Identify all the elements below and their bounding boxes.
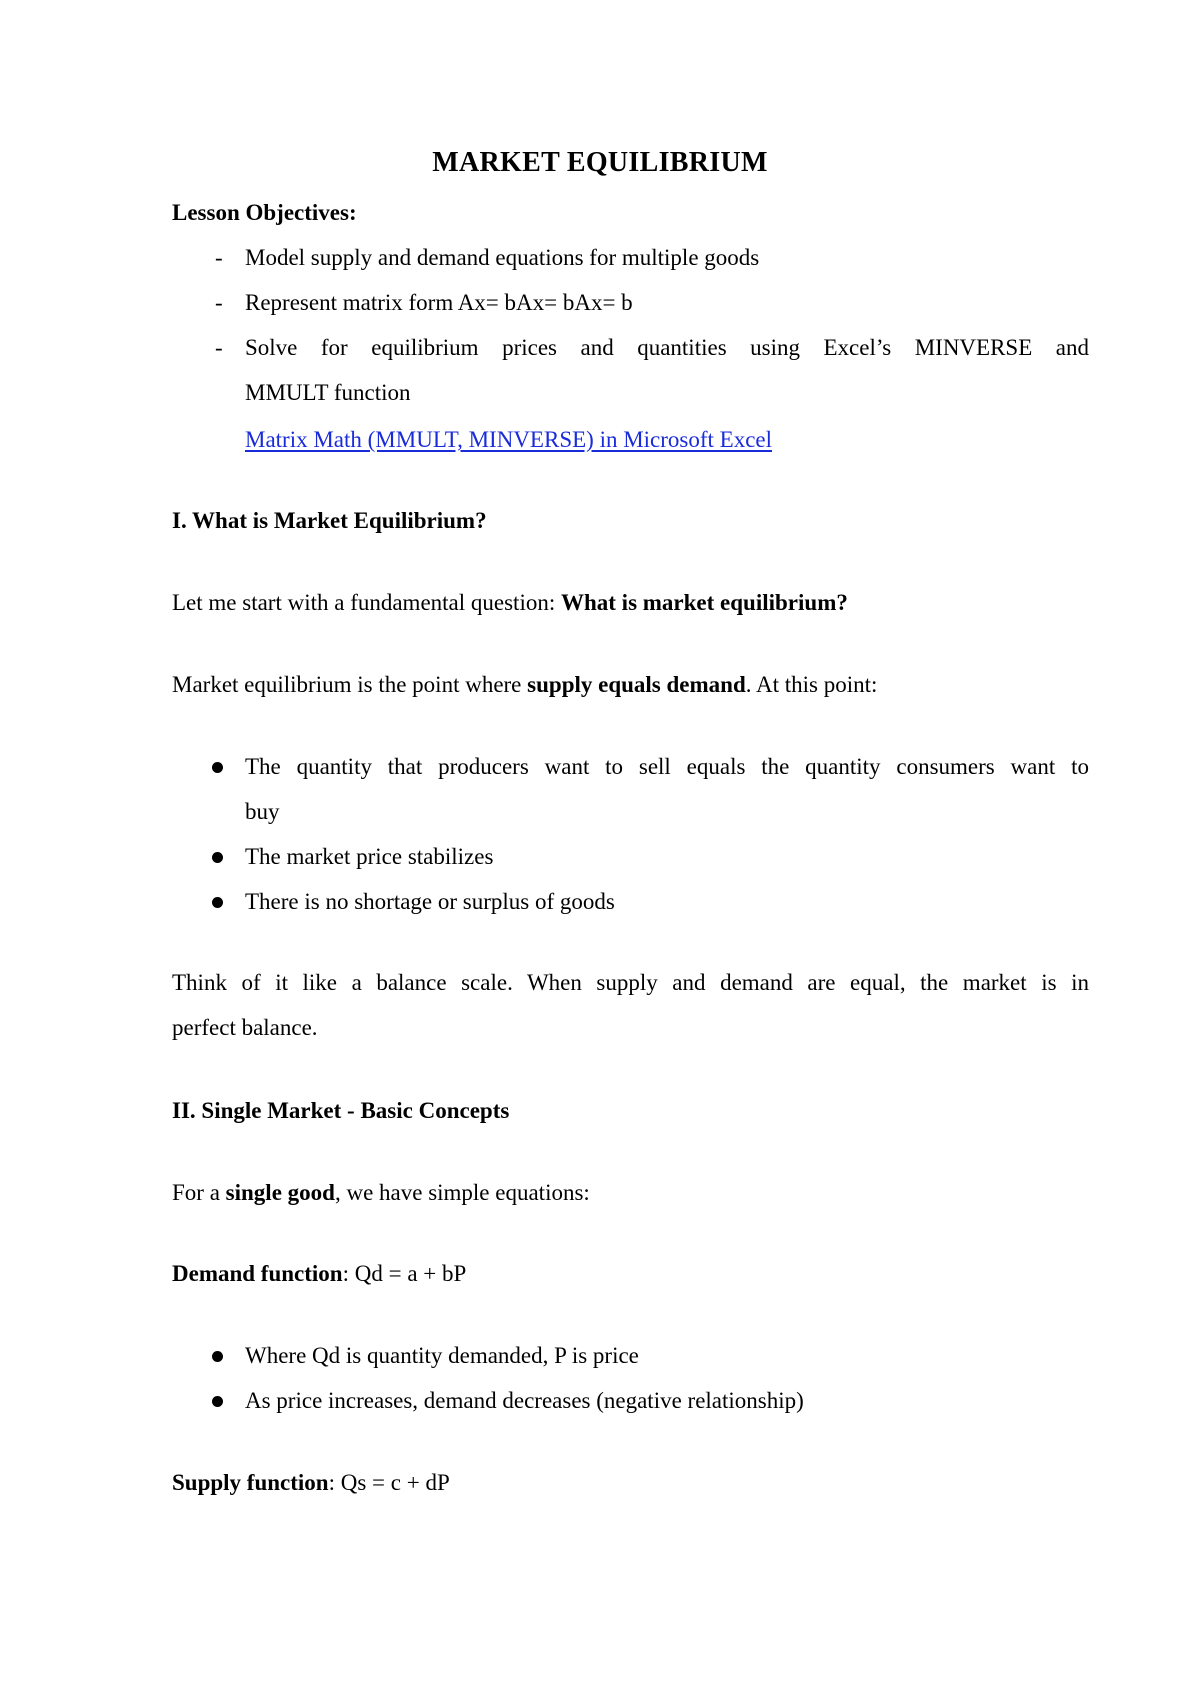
intro-suffix: , we have simple equations: [334,1180,590,1205]
objective-item: Represent matrix form Ax= bAx= bAx= b [245,290,633,315]
bullet-item-continued: buy [245,799,280,824]
list-dash: - [215,335,223,360]
demand-function-line [172,1259,466,1289]
page-title: MARKET EQUILIBRIUM [432,147,768,178]
objective-item-continued: MMULT function [245,380,411,405]
scale-paragraph-continued: perfect balance. [172,1015,318,1040]
single-good-paragraph [172,1178,590,1208]
demand-function-label: Demand function [172,1261,343,1286]
supply-function-equation: : Qs = c + dP [328,1470,450,1495]
bullet-item: The quantity that producers want to sell equals the quantity consumers want to [245,754,1089,779]
intro-emphasis: single good [225,1180,335,1205]
objective-item: Model supply and demand equations for multiple goods [245,245,760,270]
bullet-dot [212,762,223,773]
list-dash: - [215,245,223,270]
section-1-heading: I. What is Market Equilibrium? [172,508,487,533]
objective-item: Solve for equilibrium prices and quantities using Excel’s MINVERSE and [245,335,1089,360]
question-text: Let me start with a fundamental question: [172,590,561,615]
intro-text: For a [172,1180,226,1205]
question-paragraph [172,588,848,618]
bullet-item: There is no shortage or surplus of goods [245,889,615,914]
supply-function-line [172,1468,450,1498]
demand-function-equation: : Qd = a + bP [342,1261,467,1286]
scale-paragraph: Think of it like a balance scale. When supply and demand are equal, the market is in [172,970,1089,995]
definition-text: Market equilibrium is the point where [172,672,528,697]
bullet-item: Where Qd is quantity demanded, P is price [245,1343,639,1368]
bullet-item: As price increases, demand decreases (negative relationship) [245,1388,804,1413]
bullet-dot [212,1396,223,1407]
bullet-dot [212,897,223,908]
bullet-dot [212,1351,223,1362]
definition-paragraph [172,670,877,700]
list-dash: - [215,290,223,315]
definition-suffix: . At this point: [745,672,878,697]
excel-matrix-link[interactable]: Matrix Math (MMULT, MINVERSE) in Microsoft Excel [245,427,773,452]
bullet-dot [212,852,223,863]
bullet-item: The market price stabilizes [245,844,494,869]
section-2-heading: II. Single Market - Basic Concepts [172,1098,510,1123]
definition-emphasis: supply equals demand [527,672,746,697]
objectives-heading: Lesson Objectives: [172,200,357,225]
supply-function-label: Supply function [172,1470,329,1495]
question-emphasis: What is market equilibrium? [560,590,848,615]
